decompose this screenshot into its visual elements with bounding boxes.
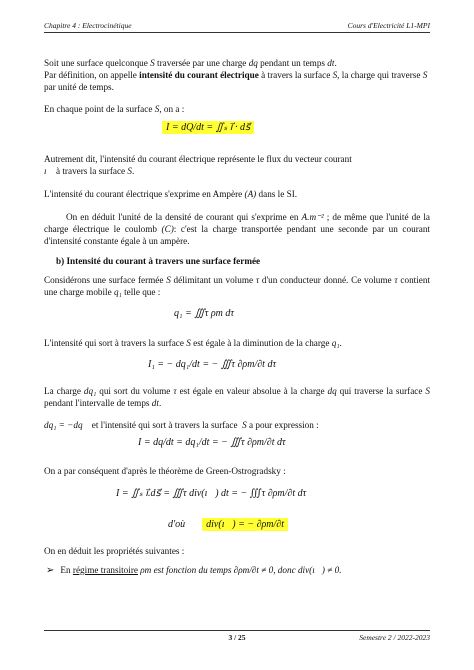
equation-continuity: d'où div(ı⃗) = − ∂ρm/∂t bbox=[168, 518, 288, 532]
paragraph-decrease: L'intensité qui sort à travers la surface S est égale à la diminution de la charge q₁. bbox=[44, 338, 342, 348]
page-number: 3 / 25 bbox=[228, 633, 246, 642]
paragraph-closed-surface: Considérons une surface fermée S délimitant un volume τ d'un conducteur donné. Ce volume τ contient une charge mobile q₁ telle que : bbox=[44, 275, 430, 297]
equation-intensity: I = dQ/dt = ∬ₛ ı⃗ · ds⃗ bbox=[162, 121, 254, 135]
equation-charge-q1: q₁ = ∭τ ρm dτ bbox=[174, 308, 234, 319]
footer-semester: Semestre 2 / 2022-2023 bbox=[359, 633, 430, 642]
section-heading-b: b) Intensité du courant à travers une surface fermée bbox=[56, 256, 261, 266]
paragraph-green-ostrogradsky: On a par conséquent d'après le théorème de Green-Ostrogradsky : bbox=[44, 466, 286, 476]
header-chapter: Chapitre 4 : Electrocinétique bbox=[44, 21, 132, 30]
paragraph-definition: Soit une surface quelconque S traversée par une charge dq pendant un temps dt. Par définition, on appelle intensité du courant électrique à travers la surface S, la charge qui traverse S par unité de temps. bbox=[44, 58, 428, 92]
paragraph-charge-dq1: La charge dq₁ qui sort du volume τ est égale en valeur absolue à la charge dq qui traverse la surface S pendant l'intervalle de temps dt. bbox=[44, 386, 430, 408]
paragraph-each-point: En chaque point de la surface S, on a : bbox=[44, 104, 185, 114]
equation-green-ostrogradsky: I = ∬ₛ ı⃗.ds⃗ = ∭τ div(ı⃗) dt = − ∭τ ∂ρm/∂t dτ bbox=[116, 488, 307, 499]
page-footer bbox=[44, 630, 430, 642]
bullet-transient-regime: ➢ En régime transitoire ρm est fonction du temps ∂ρm/∂t ≠ 0, donc div(ı⃗) ≠ 0. bbox=[46, 565, 342, 576]
page-header bbox=[44, 21, 430, 33]
paragraph-flux: Autrement dit, l'intensité du courant électrique représente le flux du vecteur courant ı⃗ à travers la surface S. bbox=[44, 154, 352, 176]
equation-i1: I₁ = − dq₁/dt = − ∭τ ∂ρm/∂t dτ bbox=[148, 359, 277, 370]
equation-intensity-full: I = dq/dt = dq₁/dt = − ∭τ ∂ρm/∂t dτ bbox=[138, 437, 286, 448]
paragraph-ampere: L'intensité du courant électrique s'exprime en Ampère (A) dans le SI. bbox=[44, 189, 298, 199]
paragraph-units: On en déduit l'unité de la densité de courant qui s'exprime en A.m⁻² ; de même que l'unité de la charge électrique le coulomb (C): c'est la charge transportée pendant une seconde par un courant d'intensité constante égale à un ampère. bbox=[44, 212, 430, 246]
paragraph-dq-relation: dq₁ = −dq et l'intensité qui sort à travers la surface S a pour expression : bbox=[44, 420, 319, 430]
arrow-bullet-icon: ➢ bbox=[46, 565, 55, 576]
paragraph-properties: On en déduit les propriétés suivantes : bbox=[44, 546, 185, 556]
header-course: Cours d'Electricité L1-MPI bbox=[347, 21, 430, 30]
